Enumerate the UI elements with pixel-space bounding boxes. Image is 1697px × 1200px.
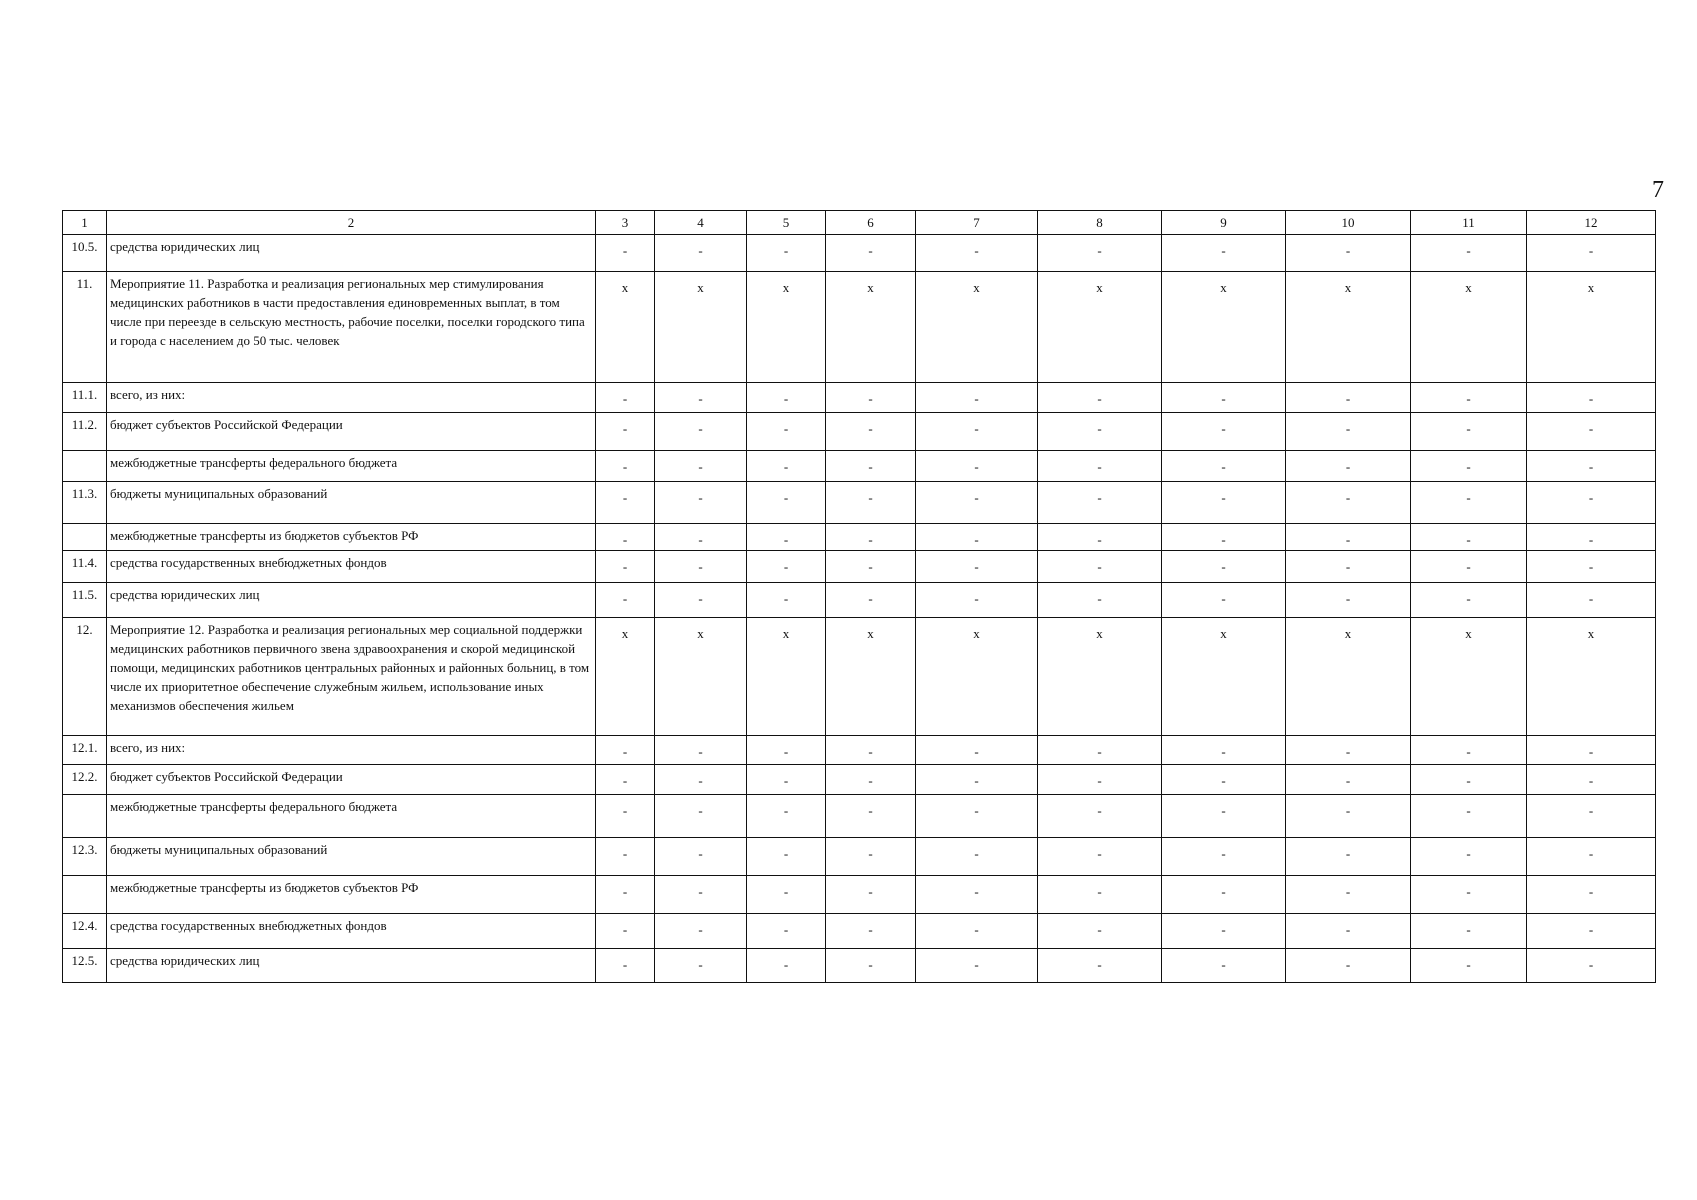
page-number: 7 bbox=[1652, 177, 1664, 203]
value-cell: - bbox=[1411, 765, 1527, 795]
value-cell: - bbox=[655, 482, 747, 524]
value-cell: - bbox=[596, 765, 655, 795]
value-cell: - bbox=[826, 736, 916, 765]
value-cell: - bbox=[1162, 765, 1286, 795]
row-number: 11. bbox=[63, 272, 107, 383]
value-cell: - bbox=[1162, 383, 1286, 413]
value-cell: - bbox=[1411, 524, 1527, 551]
value-cell: x bbox=[1162, 618, 1286, 736]
value-cell: - bbox=[596, 838, 655, 876]
row-description: бюджеты муниципальных образований bbox=[107, 482, 596, 524]
value-cell: - bbox=[1162, 451, 1286, 482]
row-number: 11.4. bbox=[63, 551, 107, 583]
value-cell: - bbox=[1162, 524, 1286, 551]
value-cell: - bbox=[1286, 583, 1411, 618]
row-number: 11.2. bbox=[63, 413, 107, 451]
value-cell: - bbox=[1286, 235, 1411, 272]
value-cell: - bbox=[747, 524, 826, 551]
header-cell: 5 bbox=[747, 211, 826, 235]
value-cell: - bbox=[1527, 795, 1656, 838]
value-cell: - bbox=[655, 765, 747, 795]
value-cell: - bbox=[1038, 765, 1162, 795]
value-cell: - bbox=[747, 876, 826, 914]
value-cell: - bbox=[1286, 795, 1411, 838]
value-cell: - bbox=[596, 413, 655, 451]
value-cell: - bbox=[655, 383, 747, 413]
table-row bbox=[63, 524, 1656, 551]
value-cell: - bbox=[747, 795, 826, 838]
row-description: бюджеты муниципальных образований bbox=[107, 838, 596, 876]
value-cell: - bbox=[1286, 524, 1411, 551]
value-cell: - bbox=[916, 838, 1038, 876]
table-row bbox=[63, 765, 1656, 795]
value-cell: x bbox=[655, 618, 747, 736]
value-cell: - bbox=[1038, 235, 1162, 272]
row-description: средства государственных внебюджетных фондов bbox=[107, 914, 596, 949]
value-cell: - bbox=[916, 451, 1038, 482]
table-row bbox=[63, 235, 1656, 272]
row-number: 11.5. bbox=[63, 583, 107, 618]
value-cell: - bbox=[1038, 383, 1162, 413]
table-row bbox=[63, 383, 1656, 413]
value-cell: - bbox=[1162, 949, 1286, 983]
header-cell: 9 bbox=[1162, 211, 1286, 235]
value-cell: - bbox=[1162, 914, 1286, 949]
value-cell: - bbox=[1162, 413, 1286, 451]
table-row bbox=[63, 551, 1656, 583]
value-cell: - bbox=[826, 949, 916, 983]
value-cell: x bbox=[916, 618, 1038, 736]
value-cell: x bbox=[916, 272, 1038, 383]
value-cell: - bbox=[916, 551, 1038, 583]
header-cell: 12 bbox=[1527, 211, 1656, 235]
value-cell: - bbox=[916, 876, 1038, 914]
value-cell: - bbox=[916, 235, 1038, 272]
value-cell: - bbox=[1286, 482, 1411, 524]
row-description: межбюджетные трансферты из бюджетов субъектов РФ bbox=[107, 524, 596, 551]
value-cell: x bbox=[1162, 272, 1286, 383]
value-cell: - bbox=[1286, 383, 1411, 413]
row-number bbox=[63, 795, 107, 838]
value-cell: - bbox=[1162, 736, 1286, 765]
value-cell: - bbox=[916, 583, 1038, 618]
value-cell: - bbox=[826, 551, 916, 583]
value-cell: - bbox=[596, 736, 655, 765]
value-cell: - bbox=[1162, 583, 1286, 618]
value-cell: - bbox=[826, 482, 916, 524]
value-cell: - bbox=[596, 482, 655, 524]
value-cell: - bbox=[916, 482, 1038, 524]
value-cell: - bbox=[1411, 876, 1527, 914]
value-cell: - bbox=[1527, 583, 1656, 618]
table-row bbox=[63, 876, 1656, 914]
table-row bbox=[63, 482, 1656, 524]
value-cell: - bbox=[1411, 482, 1527, 524]
value-cell: - bbox=[596, 451, 655, 482]
row-number: 11.1. bbox=[63, 383, 107, 413]
value-cell: - bbox=[916, 795, 1038, 838]
table-row bbox=[63, 795, 1656, 838]
value-cell: - bbox=[1038, 736, 1162, 765]
value-cell: - bbox=[916, 383, 1038, 413]
value-cell: - bbox=[1411, 383, 1527, 413]
value-cell: - bbox=[1411, 235, 1527, 272]
value-cell: - bbox=[1527, 482, 1656, 524]
row-description: Мероприятие 12. Разработка и реализация региональных мер социальной поддержки медицинских работников первичного звена здравоохранения и скорой медицинской помощи, медицинских работников центральных районных и районных больниц, в том числе их приоритетное обеспечение служебным жильем, использование иных механизмов обеспечения жильем bbox=[107, 618, 596, 736]
table-row bbox=[63, 272, 1656, 383]
value-cell: x bbox=[655, 272, 747, 383]
value-cell: - bbox=[596, 914, 655, 949]
value-cell: - bbox=[1411, 583, 1527, 618]
value-cell: - bbox=[1527, 413, 1656, 451]
value-cell: - bbox=[655, 413, 747, 451]
value-cell: x bbox=[1286, 272, 1411, 383]
value-cell: - bbox=[1038, 914, 1162, 949]
value-cell: - bbox=[1162, 235, 1286, 272]
row-number: 12.2. bbox=[63, 765, 107, 795]
row-description: межбюджетные трансферты из бюджетов субъектов РФ bbox=[107, 876, 596, 914]
table-row bbox=[63, 618, 1656, 736]
value-cell: - bbox=[1411, 795, 1527, 838]
value-cell: - bbox=[747, 914, 826, 949]
header-cell: 8 bbox=[1038, 211, 1162, 235]
header-cell: 6 bbox=[826, 211, 916, 235]
value-cell: - bbox=[1286, 765, 1411, 795]
value-cell: - bbox=[916, 765, 1038, 795]
table-row bbox=[63, 413, 1656, 451]
value-cell: - bbox=[1038, 795, 1162, 838]
value-cell: - bbox=[916, 949, 1038, 983]
row-description: Мероприятие 11. Разработка и реализация региональных мер стимулирования медицинских работников в части предоставления единовременных выплат, в том числе при переезде в сельскую местность, рабочие поселки, поселки городского типа и города с населением до 50 тыс. человек bbox=[107, 272, 596, 383]
value-cell: - bbox=[1411, 551, 1527, 583]
value-cell: - bbox=[596, 795, 655, 838]
value-cell: - bbox=[1527, 551, 1656, 583]
row-description: средства юридических лиц bbox=[107, 583, 596, 618]
value-cell: - bbox=[1527, 235, 1656, 272]
value-cell: - bbox=[655, 795, 747, 838]
row-description: средства государственных внебюджетных фондов bbox=[107, 551, 596, 583]
value-cell: x bbox=[1411, 618, 1527, 736]
value-cell: - bbox=[596, 949, 655, 983]
row-description: средства юридических лиц bbox=[107, 235, 596, 272]
value-cell: - bbox=[826, 524, 916, 551]
value-cell: - bbox=[1527, 838, 1656, 876]
value-cell: x bbox=[1527, 618, 1656, 736]
value-cell: - bbox=[596, 524, 655, 551]
value-cell: - bbox=[596, 383, 655, 413]
value-cell: - bbox=[916, 413, 1038, 451]
value-cell: - bbox=[916, 524, 1038, 551]
value-cell: x bbox=[596, 618, 655, 736]
value-cell: - bbox=[1411, 914, 1527, 949]
value-cell: - bbox=[1411, 949, 1527, 983]
value-cell: - bbox=[596, 583, 655, 618]
value-cell: - bbox=[1162, 551, 1286, 583]
value-cell: - bbox=[747, 413, 826, 451]
value-cell: x bbox=[596, 272, 655, 383]
value-cell: - bbox=[826, 413, 916, 451]
value-cell: - bbox=[655, 451, 747, 482]
value-cell: - bbox=[655, 235, 747, 272]
value-cell: - bbox=[655, 838, 747, 876]
value-cell: - bbox=[826, 914, 916, 949]
value-cell: - bbox=[1038, 876, 1162, 914]
value-cell: - bbox=[916, 736, 1038, 765]
value-cell: - bbox=[655, 876, 747, 914]
value-cell: - bbox=[826, 583, 916, 618]
value-cell: - bbox=[1286, 551, 1411, 583]
header-cell: 2 bbox=[107, 211, 596, 235]
value-cell: - bbox=[826, 451, 916, 482]
value-cell: - bbox=[1286, 413, 1411, 451]
row-number: 10.5. bbox=[63, 235, 107, 272]
table-row bbox=[63, 914, 1656, 949]
header-cell: 3 bbox=[596, 211, 655, 235]
value-cell: - bbox=[1286, 736, 1411, 765]
value-cell: - bbox=[1411, 838, 1527, 876]
value-cell: - bbox=[1286, 876, 1411, 914]
value-cell: x bbox=[1038, 272, 1162, 383]
value-cell: - bbox=[747, 235, 826, 272]
value-cell: - bbox=[1286, 838, 1411, 876]
value-cell: - bbox=[826, 383, 916, 413]
value-cell: - bbox=[1527, 524, 1656, 551]
value-cell: - bbox=[826, 876, 916, 914]
value-cell: - bbox=[596, 876, 655, 914]
value-cell: - bbox=[747, 451, 826, 482]
table-row bbox=[63, 736, 1656, 765]
header-cell: 7 bbox=[916, 211, 1038, 235]
table-row bbox=[63, 838, 1656, 876]
value-cell: - bbox=[1038, 551, 1162, 583]
value-cell: - bbox=[747, 838, 826, 876]
value-cell: x bbox=[1286, 618, 1411, 736]
row-description: межбюджетные трансферты федерального бюджета bbox=[107, 795, 596, 838]
value-cell: - bbox=[826, 838, 916, 876]
value-cell: - bbox=[1038, 949, 1162, 983]
value-cell: - bbox=[655, 736, 747, 765]
value-cell: - bbox=[1527, 914, 1656, 949]
value-cell: - bbox=[1162, 876, 1286, 914]
row-number bbox=[63, 876, 107, 914]
row-number: 12.3. bbox=[63, 838, 107, 876]
value-cell: - bbox=[1527, 736, 1656, 765]
value-cell: - bbox=[747, 583, 826, 618]
value-cell: - bbox=[1527, 765, 1656, 795]
table-row bbox=[63, 583, 1656, 618]
value-cell: - bbox=[826, 765, 916, 795]
value-cell: - bbox=[1038, 413, 1162, 451]
row-description: бюджет субъектов Российской Федерации bbox=[107, 765, 596, 795]
table-row bbox=[63, 949, 1656, 983]
value-cell: - bbox=[1038, 583, 1162, 618]
value-cell: - bbox=[747, 383, 826, 413]
value-cell: - bbox=[747, 949, 826, 983]
value-cell: - bbox=[747, 765, 826, 795]
value-cell: x bbox=[747, 618, 826, 736]
value-cell: - bbox=[1411, 413, 1527, 451]
header-cell: 10 bbox=[1286, 211, 1411, 235]
value-cell: - bbox=[747, 482, 826, 524]
value-cell: x bbox=[826, 272, 916, 383]
value-cell: x bbox=[826, 618, 916, 736]
financing-table bbox=[62, 210, 1656, 983]
row-description: всего, из них: bbox=[107, 736, 596, 765]
value-cell: - bbox=[596, 235, 655, 272]
value-cell: - bbox=[1527, 383, 1656, 413]
value-cell: - bbox=[1527, 451, 1656, 482]
value-cell: - bbox=[826, 235, 916, 272]
row-number: 12.5. bbox=[63, 949, 107, 983]
value-cell: - bbox=[1286, 451, 1411, 482]
value-cell: - bbox=[1038, 451, 1162, 482]
value-cell: - bbox=[655, 949, 747, 983]
value-cell: - bbox=[1162, 838, 1286, 876]
row-number bbox=[63, 451, 107, 482]
value-cell: - bbox=[1286, 914, 1411, 949]
value-cell: - bbox=[747, 551, 826, 583]
value-cell: - bbox=[655, 524, 747, 551]
value-cell: - bbox=[1038, 524, 1162, 551]
row-number bbox=[63, 524, 107, 551]
row-number: 12. bbox=[63, 618, 107, 736]
value-cell: - bbox=[655, 914, 747, 949]
row-number: 12.4. bbox=[63, 914, 107, 949]
value-cell: - bbox=[1411, 451, 1527, 482]
value-cell: - bbox=[826, 795, 916, 838]
value-cell: - bbox=[1038, 482, 1162, 524]
value-cell: - bbox=[596, 551, 655, 583]
row-description: межбюджетные трансферты федерального бюджета bbox=[107, 451, 596, 482]
value-cell: x bbox=[1038, 618, 1162, 736]
value-cell: - bbox=[1411, 736, 1527, 765]
header-cell: 4 bbox=[655, 211, 747, 235]
row-description: всего, из них: bbox=[107, 383, 596, 413]
table-row bbox=[63, 451, 1656, 482]
table-body bbox=[63, 235, 1656, 983]
value-cell: - bbox=[1162, 795, 1286, 838]
value-cell: - bbox=[747, 736, 826, 765]
value-cell: - bbox=[1162, 482, 1286, 524]
value-cell: - bbox=[916, 914, 1038, 949]
header-cell: 1 bbox=[63, 211, 107, 235]
table-header-row bbox=[63, 211, 1656, 235]
row-number: 12.1. bbox=[63, 736, 107, 765]
value-cell: - bbox=[655, 583, 747, 618]
value-cell: x bbox=[747, 272, 826, 383]
row-description: бюджет субъектов Российской Федерации bbox=[107, 413, 596, 451]
value-cell: x bbox=[1411, 272, 1527, 383]
row-number: 11.3. bbox=[63, 482, 107, 524]
header-cell: 11 bbox=[1411, 211, 1527, 235]
value-cell: - bbox=[1038, 838, 1162, 876]
row-description: средства юридических лиц bbox=[107, 949, 596, 983]
value-cell: - bbox=[655, 551, 747, 583]
value-cell: - bbox=[1527, 949, 1656, 983]
value-cell: - bbox=[1286, 949, 1411, 983]
value-cell: - bbox=[1527, 876, 1656, 914]
value-cell: x bbox=[1527, 272, 1656, 383]
